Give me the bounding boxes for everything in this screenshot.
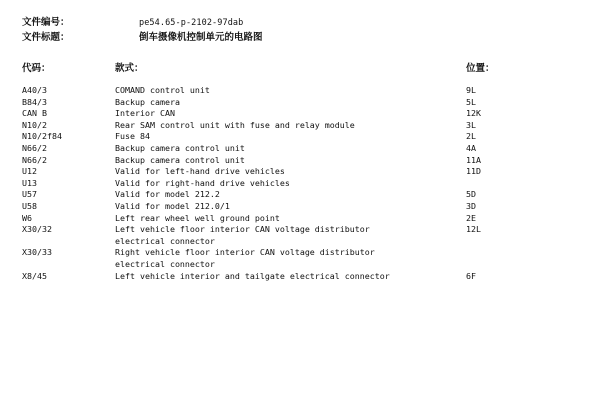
component-code: N66/2 [22,154,47,165]
component-description: COMAND control unit [115,85,210,95]
component-code: W6 [22,212,32,223]
grid-position: 2L [466,131,476,142]
component-code: X30/33 [22,247,52,258]
legend-table [0,85,614,282]
component-code: B84/3 [22,96,47,107]
table-row [0,247,614,270]
component-description: Backup camera control unit [115,142,245,153]
grid-position: 3D [466,200,476,211]
file-title-label: 文件标题： [22,32,70,43]
style-column-header: 款式： [115,63,144,74]
grid-position: 5D [466,189,476,200]
table-row [0,166,614,178]
table-row [0,178,614,190]
component-description: Valid for model 212.2 [115,189,220,200]
grid-position: 6F [466,270,476,281]
component-code: CAN B [22,108,47,119]
grid-position: 12L [466,224,481,235]
grid-position: 3L [466,119,476,130]
component-code: N10/2f84 [22,131,62,142]
table-row [0,120,614,132]
table-row [0,155,614,167]
component-description: Left rear wheel well ground point [115,212,280,223]
component-description: Right vehicle floor interior CAN voltage distributor electrical connector [115,247,375,269]
component-code: U58 [22,200,37,211]
component-description: Backup camera [115,96,180,107]
component-code: U57 [22,189,37,200]
component-description: Left vehicle interior and tailgate electrical connector [115,270,390,281]
table-row [0,189,614,201]
component-code: X8/45 [22,270,47,281]
grid-position: 5L [466,96,476,107]
table-row [0,85,614,97]
component-code: U13 [22,177,37,188]
component-description: Rear SAM control unit with fuse and relay module [115,119,355,130]
grid-position: 4A [466,142,476,153]
component-description: Fuse 84 [115,131,150,142]
component-description: Backup camera control unit [115,154,245,165]
table-row [0,97,614,109]
component-code: X30/32 [22,224,52,235]
table-row [0,143,614,155]
grid-position: 12K [466,108,481,119]
component-description: Valid for model 212.0/1 [115,200,230,211]
component-code: A40/3 [22,85,47,95]
file-title-value: 倒车摄像机控制单元的电路图 [139,32,263,43]
grid-position: 2E [466,212,476,223]
grid-position: 11A [466,154,481,165]
table-row [0,201,614,213]
code-column-header: 代码： [22,63,51,74]
position-column-header: 位置： [466,63,495,74]
component-description: Interior CAN [115,108,175,119]
component-code: N10/2 [22,119,47,130]
component-code: U12 [22,166,37,177]
table-row [0,213,614,225]
component-code: N66/2 [22,142,47,153]
file-number-label: 文件编号： [22,17,70,28]
file-number-value: pe54.65-p-2102-97dab [139,18,244,28]
grid-position: 9L [466,85,476,95]
table-row [0,131,614,143]
grid-position: 11D [466,166,481,177]
component-description: Valid for left-hand drive vehicles [115,166,285,177]
table-row [0,224,614,247]
component-description: Left vehicle floor interior CAN voltage distributor electrical connector [115,224,370,246]
table-row [0,108,614,120]
table-row [0,271,614,283]
component-description: Valid for right-hand drive vehicles [115,177,290,188]
